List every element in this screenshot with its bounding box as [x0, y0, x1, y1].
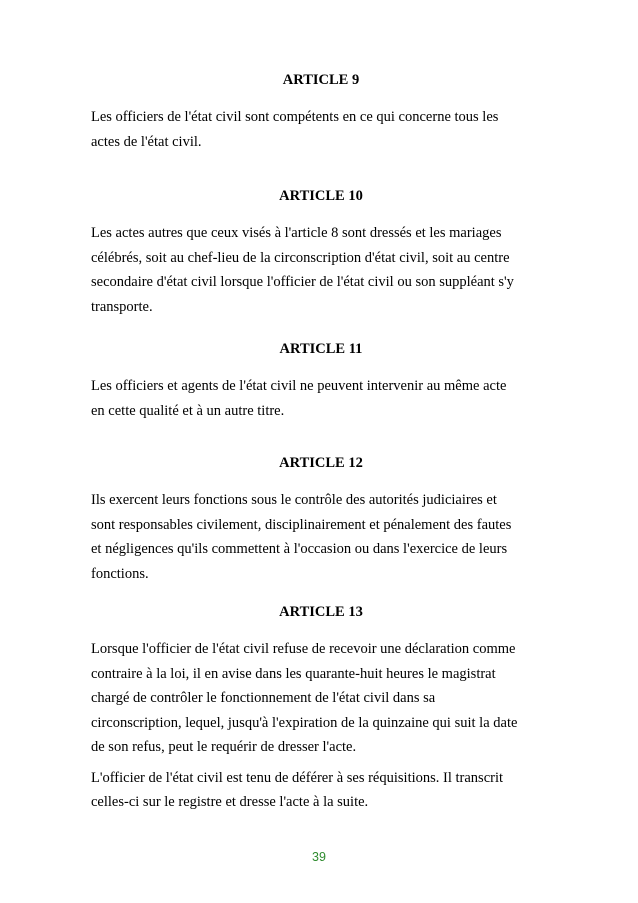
- article-paragraph: [91, 488, 551, 586]
- text-line: en cette qualité et à un autre titre.: [91, 402, 285, 419]
- text-line: de son refus, peut le requérir de dresser l'acte.: [91, 739, 357, 755]
- article-heading: ARTICLE 10: [279, 188, 363, 204]
- article-paragraph: [91, 221, 551, 319]
- text-line: L'officier de l'état civil est tenu de déférer à ses réquisitions. Il transcrit: [91, 769, 504, 786]
- text-line: Ils exercent leurs fonctions sous le contrôle des autorités judiciaires et: [91, 492, 497, 508]
- page-number: 39: [312, 850, 326, 864]
- article-11: [91, 339, 551, 423]
- text-line: contraire à la loi, il en avise dans les quarante-huit heures le magistrat: [91, 665, 496, 682]
- text-line: celles-ci sur le registre et dresse l'acte à la suite.: [91, 794, 369, 810]
- text-line: transporte.: [91, 298, 153, 315]
- article-9: [91, 70, 551, 154]
- text-line: célébrés, soit au chef-lieu de la circonscription d'état civil, soit au centre: [91, 249, 510, 266]
- article-heading: ARTICLE 9: [282, 72, 360, 88]
- article-paragraph: [91, 105, 551, 154]
- article-12: [91, 453, 551, 586]
- text-line: fonctions.: [91, 565, 149, 582]
- text-line: Les officiers et agents de l'état civil ne peuvent intervenir au même acte: [91, 378, 507, 394]
- article-heading: ARTICLE 13: [279, 604, 363, 620]
- text-line: Les officiers de l'état civil sont compétents en ce qui concerne tous les: [91, 109, 499, 125]
- text-line: actes de l'état civil.: [91, 133, 202, 150]
- article-heading: ARTICLE 12: [279, 455, 363, 471]
- text-line: sont responsables civilement, disciplinairement et pénalement des fautes: [91, 516, 512, 533]
- text-line: secondaire d'état civil lorsque l'officier de l'état civil ou son suppléant s'y: [91, 274, 514, 290]
- text-line: et négligences qu'ils commettent à l'occasion ou dans l'exercice de leurs: [91, 541, 508, 557]
- article-10: [91, 186, 551, 319]
- text-line: Lorsque l'officier de l'état civil refuse de recevoir une déclaration comme: [91, 641, 516, 657]
- article-13: [91, 602, 551, 815]
- article-paragraph: [91, 766, 551, 815]
- article-paragraph: [91, 637, 551, 760]
- text-line: circonscription, lequel, jusqu'à l'expiration de la quinzaine qui suit la date: [91, 714, 518, 731]
- article-paragraph: [91, 374, 551, 423]
- text-line: Les actes autres que ceux visés à l'article 8 sont dressés et les mariages: [91, 225, 502, 241]
- text-line: chargé de contrôler le fonctionnement de l'état civil dans sa: [91, 690, 436, 706]
- article-heading: ARTICLE 11: [279, 341, 363, 357]
